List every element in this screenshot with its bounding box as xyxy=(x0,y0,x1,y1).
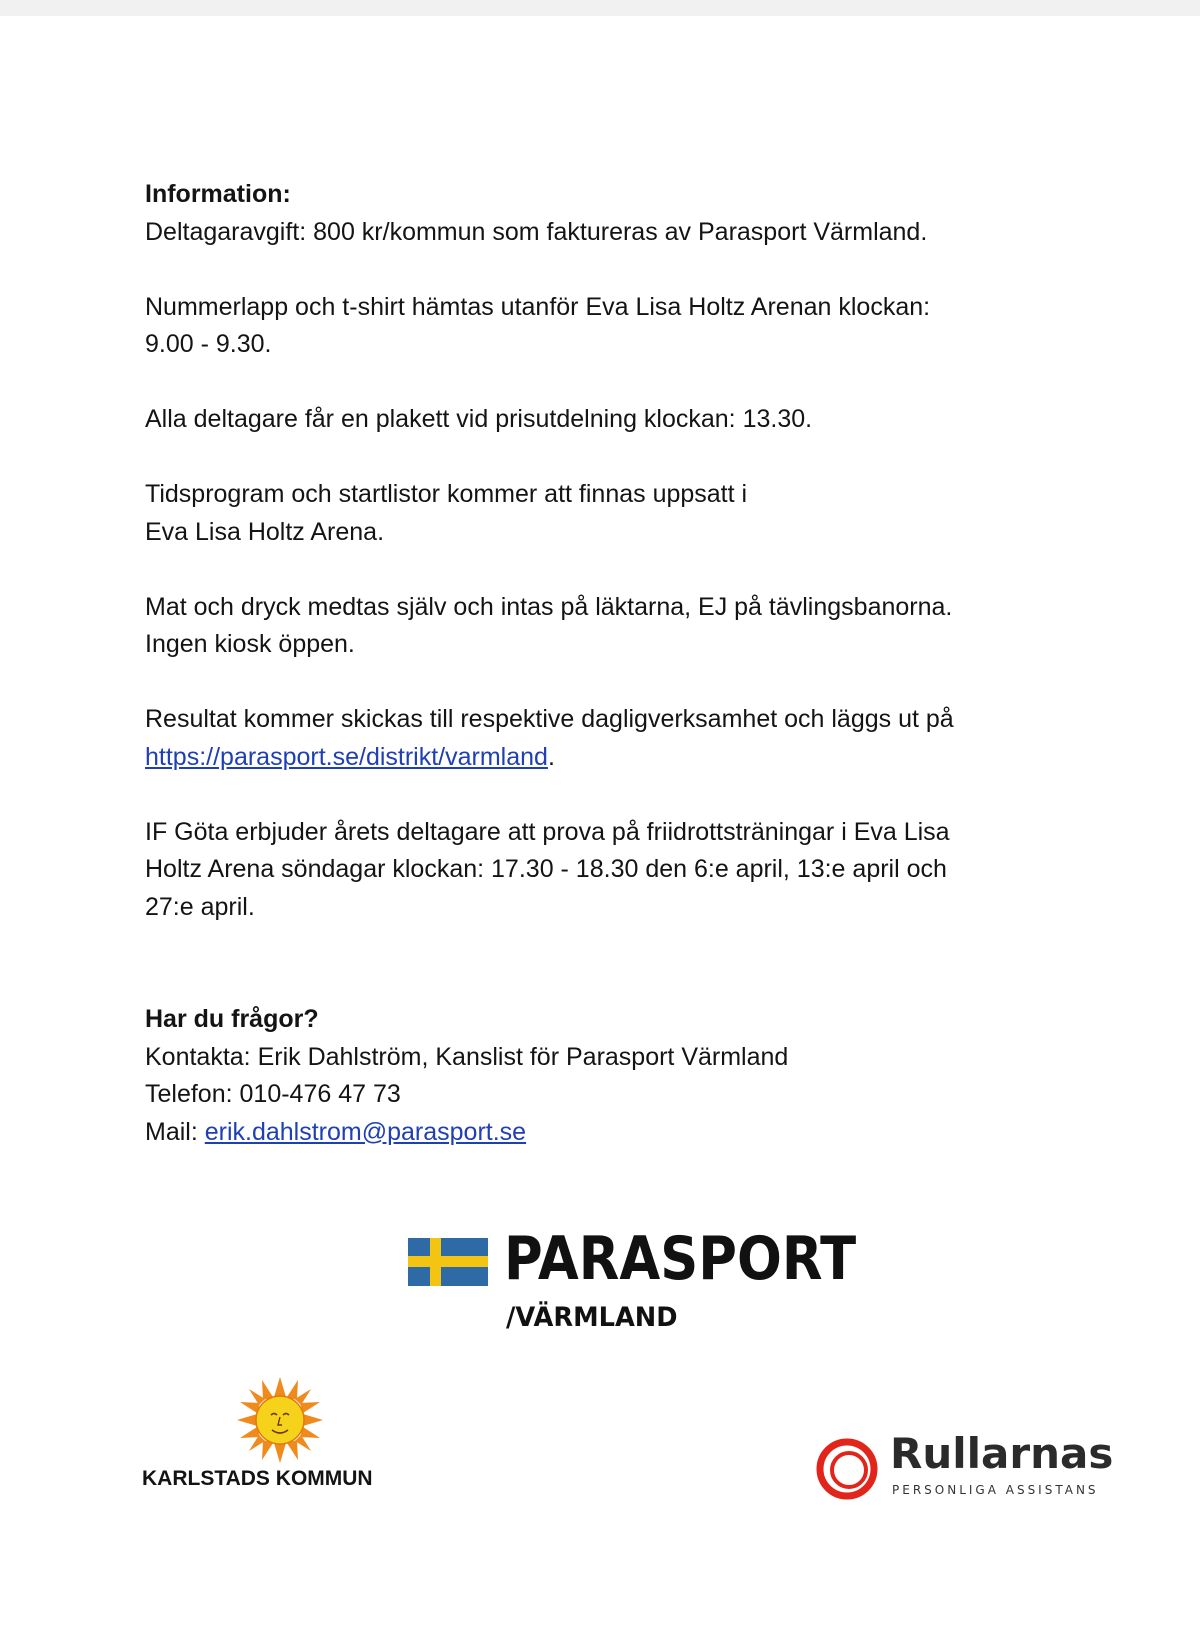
contact-mail xyxy=(145,1114,1075,1152)
ring-icon xyxy=(815,1437,879,1501)
document-body xyxy=(145,176,1075,1151)
rullarnas-wordmark: Rullarnas xyxy=(890,1429,1114,1478)
results-end: . xyxy=(547,742,555,771)
bib-line-2: 9.00 - 9.30. xyxy=(145,330,272,358)
karlstad-logo xyxy=(140,1375,420,1495)
parasport-logo xyxy=(408,1224,858,1342)
gota-line-2: Holtz Arena söndagar klockan: 17.30 - 18.30 den 6:e april, 13:e april och xyxy=(145,855,947,883)
info-heading: Information: xyxy=(145,180,291,208)
mail-label: Mail: xyxy=(145,1117,205,1146)
food-line-2: Ingen kiosk öppen. xyxy=(145,630,355,658)
sun-icon xyxy=(235,1375,325,1465)
gota-line-1: IF Göta erbjuder årets deltagare att prova på friidrottsträningar i Eva Lisa xyxy=(145,817,950,846)
mail-link[interactable]: erik.dahlstrom@parasport.se xyxy=(204,1117,527,1146)
swedish-flag-icon xyxy=(408,1238,488,1286)
bib-line-1: Nummerlapp och t-shirt hämtas utanför Eva Lisa Holtz Arenan klockan: xyxy=(145,292,931,321)
results-link[interactable]: https://parasport.se/distrikt/varmland xyxy=(145,742,548,771)
karlstad-wordmark: KARLSTADS KOMMUN xyxy=(142,1467,373,1490)
rullarnas-logo xyxy=(815,1429,1115,1505)
schedule-line-1: Tidsprogram och startlistor kommer att finnas uppsatt i xyxy=(145,480,748,508)
schedule-line-2: Eva Lisa Holtz Arena. xyxy=(145,517,385,546)
spacer xyxy=(145,964,1075,1002)
fee-text: Deltagaravgift: 800 kr/kommun som faktureras av Parasport Värmland. xyxy=(145,217,928,246)
contact-phone: Telefon: 010-476 47 73 xyxy=(145,1080,401,1108)
food-line-1: Mat och dryck medtas själv och intas på läktarna, EJ på tävlingsbanorna. xyxy=(145,592,953,621)
parasport-wordmark: PARASPORT xyxy=(504,1224,857,1294)
varmland-wordmark: /VÄRMLAND xyxy=(506,1302,678,1333)
top-bar xyxy=(0,0,1200,16)
plaque-text: Alla deltagare får en plakett vid prisutdelning klockan: 13.30. xyxy=(145,405,813,433)
gota-text xyxy=(145,814,1075,927)
bib-text xyxy=(145,289,1075,364)
contact-heading: Har du frågor? xyxy=(145,1005,319,1033)
schedule-text xyxy=(145,476,1075,551)
rullarnas-subtitle: PERSONLIGA ASSISTANS xyxy=(892,1483,1099,1497)
gota-line-3: 27:e april. xyxy=(145,892,255,921)
contact-person: Kontakta: Erik Dahlström, Kanslist för Parasport Värmland xyxy=(145,1042,789,1071)
results-text xyxy=(145,701,1075,776)
food-text xyxy=(145,589,1075,664)
results-line-1: Resultat kommer skickas till respektive dagligverksamhet och läggs ut på xyxy=(145,705,954,733)
